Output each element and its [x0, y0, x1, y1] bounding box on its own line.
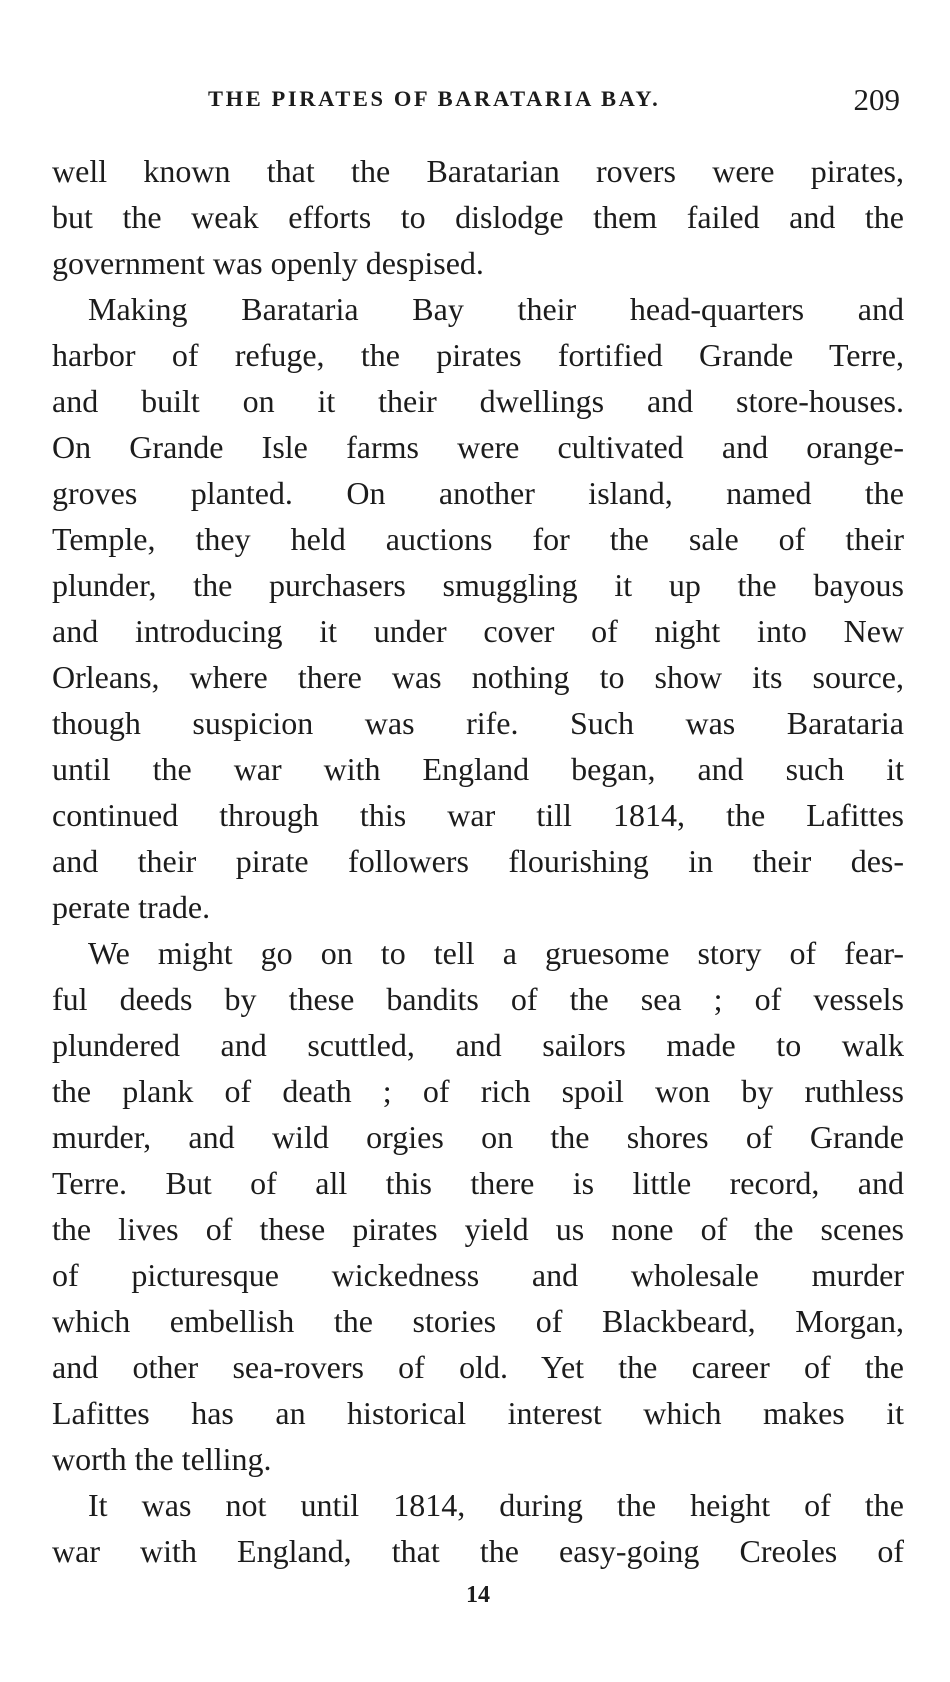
text-line: Temple, they held auctions for the sale of their: [52, 521, 904, 557]
text-line: ful deeds by these bandits of the sea ; of vessels: [52, 981, 904, 1017]
text-line: and introducing it under cover of night into New: [52, 613, 904, 649]
text-line: until the war with England began, and such it: [52, 751, 904, 787]
body-text: [52, 148, 904, 1574]
text-line: though suspicion was rife. Such was Barataria: [52, 705, 904, 741]
text-line: On Grande Isle farms were cultivated and orange-: [52, 429, 904, 465]
text-line: worth the telling.: [52, 1441, 272, 1477]
paragraph: [52, 1482, 904, 1574]
text-line: but the weak efforts to dislodge them failed and the: [52, 199, 904, 235]
text-line: It was not until 1814, during the height of the: [88, 1487, 904, 1523]
page-number: 209: [853, 82, 900, 117]
text-line: murder, and wild orgies on the shores of Grande: [52, 1119, 904, 1155]
text-line: of picturesque wickedness and wholesale murder: [52, 1257, 904, 1293]
text-line: the plank of death ; of rich spoil won by ruthless: [52, 1073, 904, 1109]
text-line: which embellish the stories of Blackbeard, Morgan,: [52, 1303, 904, 1339]
text-line: government was openly despised.: [52, 245, 484, 281]
text-line: Terre. But of all this there is little record, and: [52, 1165, 904, 1201]
text-line: plunder, the purchasers smuggling it up the bayous: [52, 567, 904, 603]
text-line: continued through this war till 1814, the Lafittes: [52, 797, 904, 833]
paragraph: [52, 286, 904, 930]
text-line: groves planted. On another island, named the: [52, 475, 904, 511]
text-line: the lives of these pirates yield us none of the scenes: [52, 1211, 904, 1247]
page-header: [52, 82, 904, 122]
signature-mark: 14: [466, 1582, 490, 1608]
text-line: harbor of refuge, the pirates fortified Grande Terre,: [52, 337, 904, 373]
text-line: plundered and scuttled, and sailors made to walk: [52, 1027, 904, 1063]
text-line: We might go on to tell a gruesome story of fear-: [88, 935, 904, 971]
text-line: Lafittes has an historical interest which makes it: [52, 1395, 904, 1431]
text-line: war with England, that the easy-going Creoles of: [52, 1533, 904, 1569]
text-line: and other sea-rovers of old. Yet the career of the: [52, 1349, 904, 1385]
text-line: Orleans, where there was nothing to show its source,: [52, 659, 904, 695]
text-line: perate trade.: [52, 889, 211, 925]
text-line: and their pirate followers flourishing in their des-: [52, 843, 904, 879]
paragraph: [52, 148, 904, 286]
text-line: Making Barataria Bay their head-quarters and: [88, 291, 904, 327]
text-line: and built on it their dwellings and store-houses.: [52, 383, 904, 419]
text-line: well known that the Baratarian rovers were pirates,: [52, 153, 904, 189]
book-page: [52, 0, 904, 1682]
paragraph: [52, 930, 904, 1482]
running-head: THE PIRATES OF BARATARIA BAY.: [208, 86, 661, 111]
